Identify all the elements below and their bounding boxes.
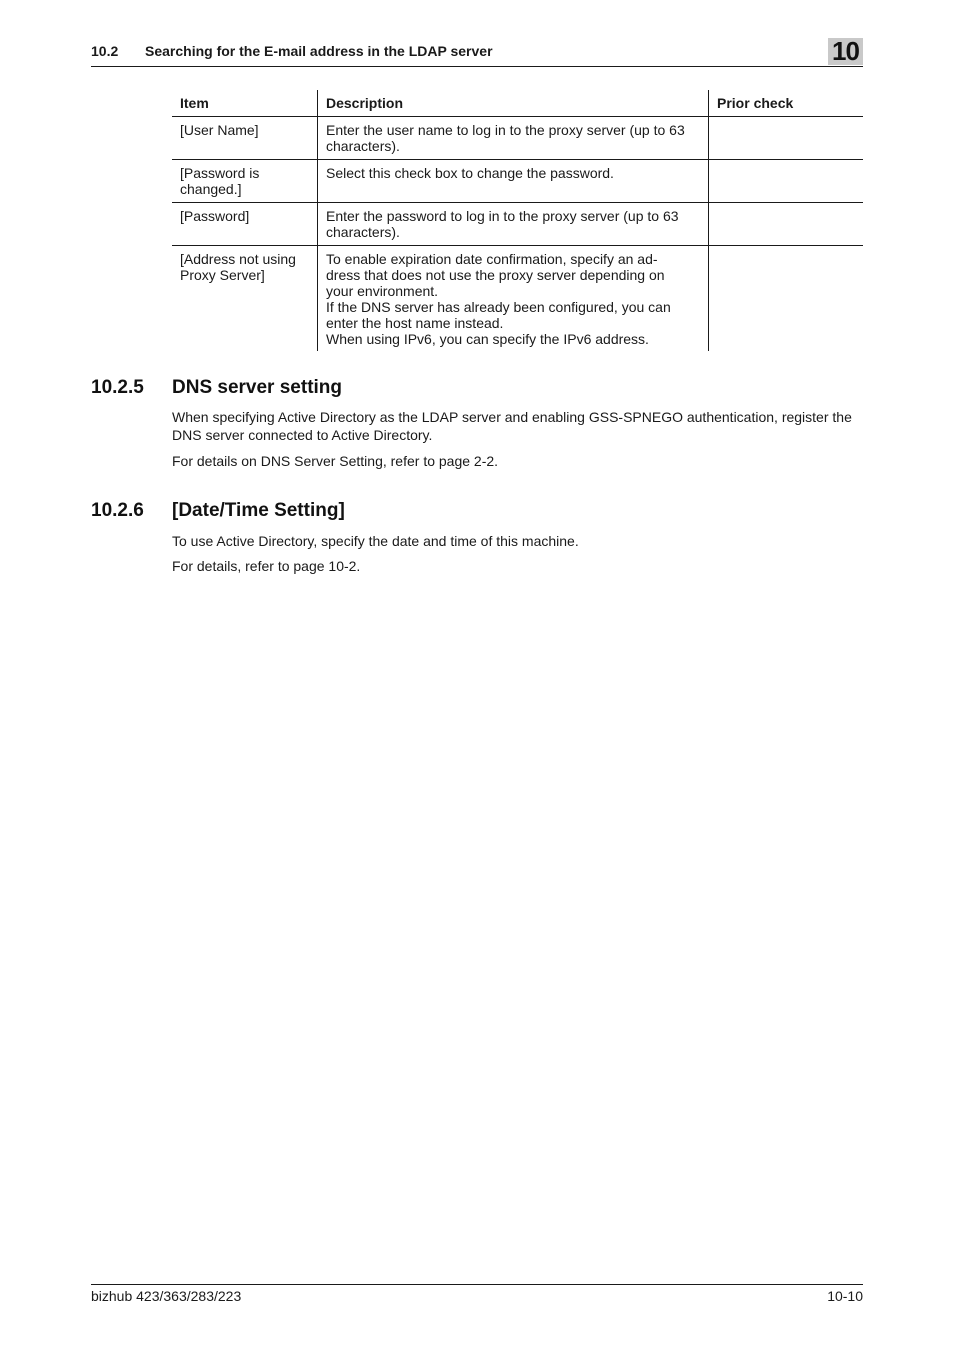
- table-row: [172, 246, 863, 352]
- paragraph-line: When specifying Active Directory as the LDAP server and enabling GSS-SPNEGO authentication, register the: [172, 409, 852, 425]
- cell-item: [172, 160, 318, 203]
- cell-text: [Password is: [180, 165, 260, 181]
- cell-text: Select this check box to change the password.: [326, 165, 614, 181]
- paragraph: [172, 452, 863, 470]
- section-number: 10.2.5: [91, 377, 144, 398]
- settings-table: [172, 90, 863, 351]
- paragraph: [172, 408, 863, 444]
- cell-prior-check: [709, 117, 864, 160]
- table-row: [172, 160, 863, 203]
- paragraph-line: For details on DNS Server Setting, refer to page 2-2.: [172, 453, 499, 469]
- footer-product: bizhub 423/363/283/223: [91, 1288, 242, 1304]
- table-row: [172, 203, 863, 246]
- section-title: DNS server setting: [172, 377, 343, 398]
- cell-text: dress that does not use the proxy server depending on: [326, 267, 665, 283]
- cell-text: [User Name]: [180, 122, 259, 138]
- cell-text: [Password]: [180, 208, 250, 224]
- table-row: [172, 117, 863, 160]
- paragraph: [172, 557, 863, 575]
- section-number: 10.2.6: [91, 500, 144, 521]
- cell-text: [Address not using: [180, 251, 296, 267]
- column-header-prior-check: Prior check: [709, 90, 864, 117]
- cell-item: [172, 203, 318, 246]
- cell-text: When using IPv6, you can specify the IPv6 address.: [326, 331, 649, 347]
- cell-description: [318, 117, 709, 160]
- cell-text: enter the host name instead.: [326, 315, 504, 331]
- section-title: [Date/Time Setting]: [172, 500, 345, 521]
- cell-description: [318, 246, 709, 352]
- section-heading-dns-server-setting: [91, 377, 342, 399]
- page-footer: [91, 1284, 863, 1304]
- cell-text: To enable expiration date confirmation, specify an ad-: [326, 251, 658, 267]
- header-section-title: Searching for the E-mail address in the LDAP server: [145, 43, 493, 59]
- column-header-description: Description: [318, 90, 709, 117]
- cell-text: Enter the user name to log in to the proxy server (up to 63: [326, 122, 685, 138]
- column-header-item: Item: [172, 90, 318, 117]
- cell-text: Proxy Server]: [180, 267, 265, 283]
- cell-text: characters).: [326, 224, 400, 240]
- cell-prior-check: [709, 246, 864, 352]
- cell-item: [172, 117, 318, 160]
- paragraph: [172, 532, 863, 550]
- paragraph-line: For details, refer to page 10-2.: [172, 558, 361, 574]
- cell-text: changed.]: [180, 181, 242, 197]
- cell-prior-check: [709, 203, 864, 246]
- cell-item: [172, 246, 318, 352]
- paragraph-line: To use Active Directory, specify the date and time of this machine.: [172, 533, 579, 549]
- header-section-number: 10.2: [91, 43, 119, 59]
- cell-prior-check: [709, 160, 864, 203]
- cell-text: characters).: [326, 138, 400, 154]
- cell-text: If the DNS server has already been configured, you can: [326, 299, 671, 315]
- cell-text: Enter the password to log in to the proxy server (up to 63: [326, 208, 679, 224]
- cell-description: [318, 203, 709, 246]
- chapter-badge: 10: [828, 38, 863, 65]
- table-header-row: [172, 90, 863, 117]
- paragraph-line: DNS server connected to Active Directory.: [172, 427, 433, 443]
- cell-description: [318, 160, 709, 203]
- section-heading-date-time-setting: [91, 500, 345, 522]
- footer-page-number: 10-10: [827, 1288, 863, 1304]
- cell-text: your environment.: [326, 283, 439, 299]
- page-header: [91, 38, 863, 67]
